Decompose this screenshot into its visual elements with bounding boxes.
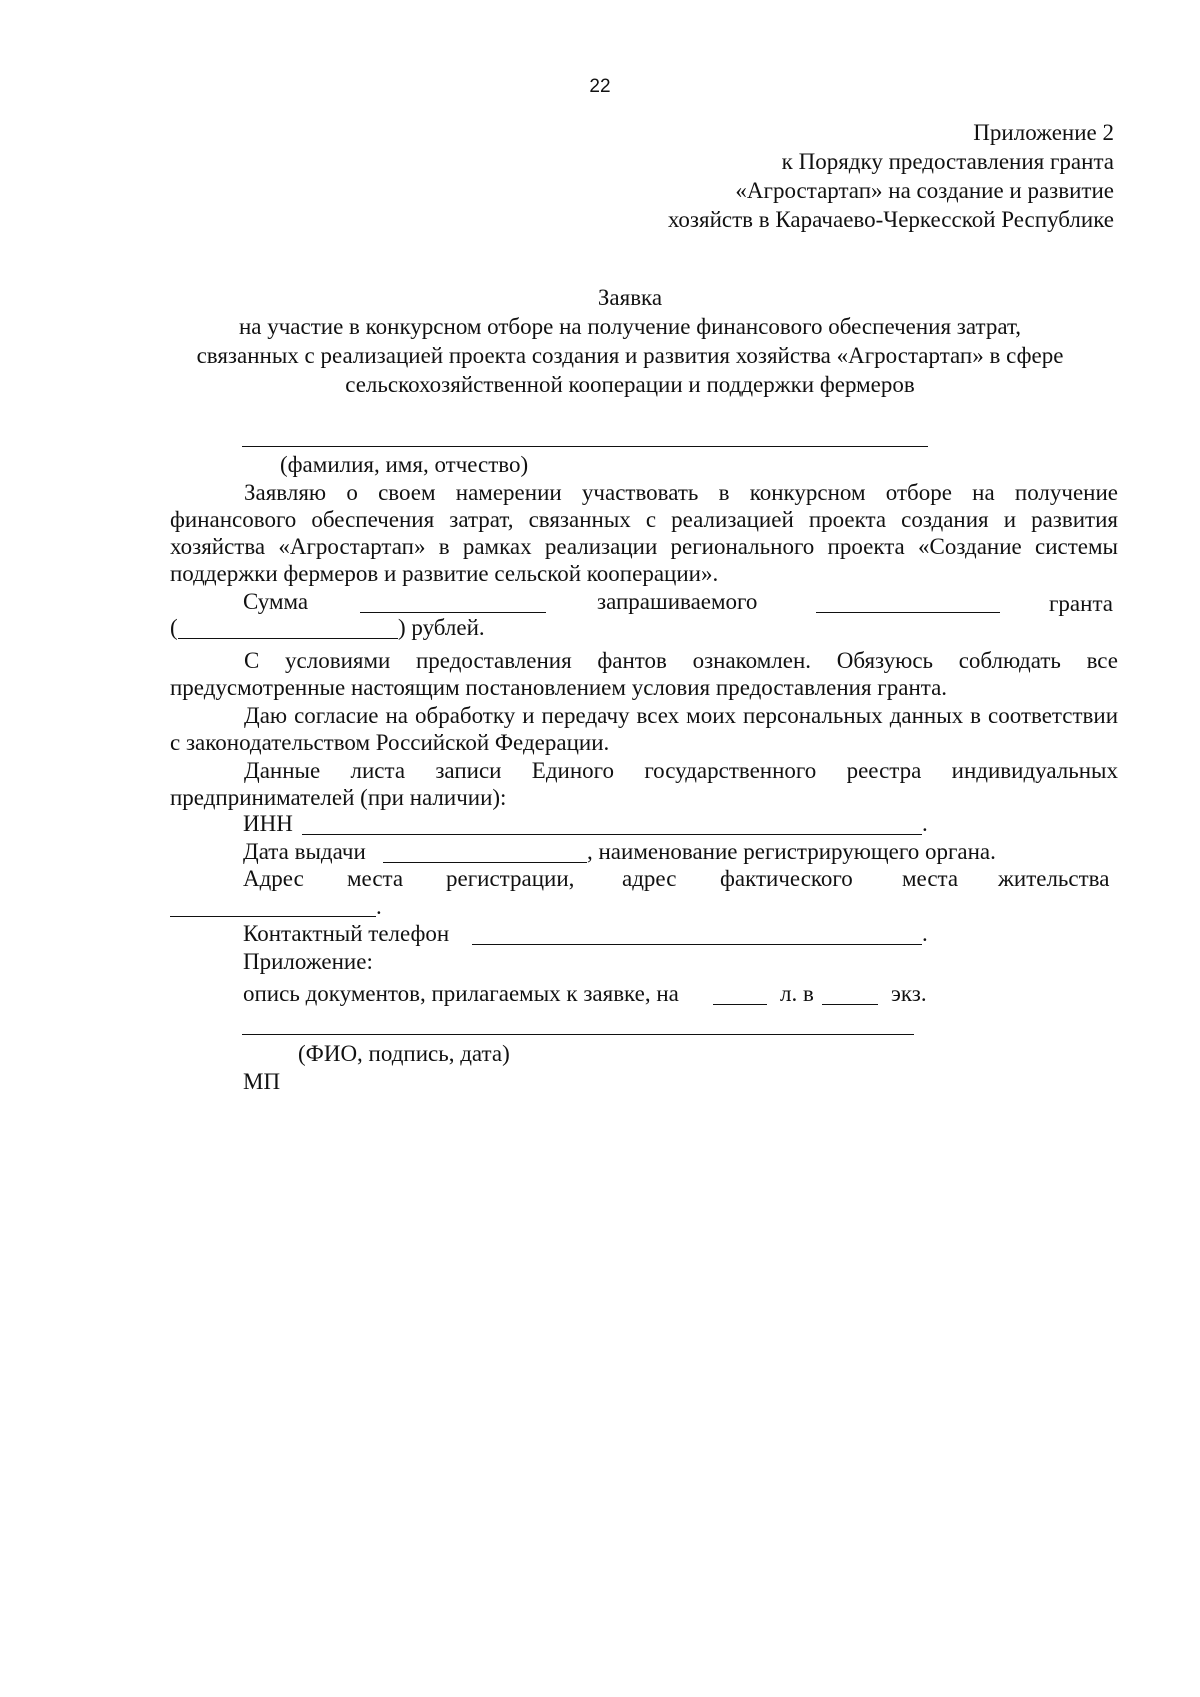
attachment-label: Приложение: — [243, 949, 373, 974]
address-word: жительства — [998, 866, 1110, 891]
title-line: на участие в конкурсном отборе на получение финансового обеспечения затрат, — [238, 314, 1022, 339]
signature-caption: (ФИО, подпись, дата) — [298, 1041, 510, 1066]
sum-blank[interactable] — [360, 612, 546, 613]
requested-label: запрашиваемого — [597, 589, 758, 614]
inn-label: ИНН — [243, 811, 293, 836]
fio-caption: (фамилия, имя, отчество) — [280, 452, 529, 477]
fio-blank-line[interactable] — [242, 446, 928, 447]
issuing-body-label: , наименование регистрирующего органа. — [587, 839, 996, 864]
address-word: Адрес — [243, 866, 304, 891]
address-period: . — [376, 894, 382, 919]
rubles-label: ) рублей. — [398, 615, 485, 640]
inventory-sheets-label: л. в — [780, 981, 814, 1006]
phone-label: Контактный телефон — [243, 921, 450, 946]
address-word: места — [347, 866, 404, 891]
address-word: места — [902, 866, 959, 891]
grant-label: гранта — [1049, 591, 1113, 616]
inn-period: . — [922, 811, 928, 836]
phone-blank[interactable] — [472, 944, 922, 945]
amount-words-blank[interactable] — [178, 638, 398, 639]
inventory-text: опись документов, прилагаемых к заявке, на — [243, 981, 679, 1006]
inn-blank[interactable] — [302, 834, 922, 835]
address-word: адрес — [622, 866, 677, 891]
document-title — [150, 283, 1110, 399]
conditions-paragraph: С условиями предоставления фантов ознакомлен. Обязуюсь соблюдать все предусмотренные настоящим постановлением условия предоставления гранта. — [170, 648, 1118, 700]
address-word: фактического — [720, 866, 853, 891]
issue-date-blank[interactable] — [383, 862, 587, 863]
title-line: Заявка — [597, 285, 663, 310]
grant-blank[interactable] — [816, 612, 1000, 613]
address-word: регистрации, — [446, 866, 575, 891]
statement-paragraph: Заявляю о своем намерении участвовать в конкурсном отборе на получение финансового обеспечения затрат, связанных с реализацией проекта создания и развития хозяйства «Агростартап» в рамках реализации регионального проекта «Создание системы поддержки фермеров и развитие сельской кооперации». — [170, 480, 1118, 586]
stamp-label: МП — [243, 1069, 281, 1094]
title-line: связанных с реализацией проекта создания и развития хозяйства «Агростартап» в сфере — [196, 343, 1064, 368]
appendix-line: хозяйств в Карачаево-Черкесской Республике — [667, 207, 1114, 232]
appendix-header — [668, 118, 1114, 234]
consent-paragraph: Даю согласие на обработку и передачу всех моих персональных данных в соответствии с законодательством Российской Федерации. — [170, 703, 1118, 755]
title-line: сельскохозяйственной кооперации и поддержки фермеров — [345, 372, 915, 397]
page-number: 22 — [589, 76, 611, 97]
egrip-paragraph: Данные листа записи Единого государственного реестра индивидуальных предпринимателей (при наличии): — [170, 758, 1118, 810]
signature-blank-line[interactable] — [242, 1034, 914, 1035]
sum-label: Сумма — [243, 589, 309, 614]
phone-period: . — [922, 921, 928, 946]
sheets-blank[interactable] — [713, 1004, 767, 1005]
inventory-copies-label: экз. — [891, 981, 927, 1006]
amount-open-paren: ( — [170, 615, 178, 640]
address-blank[interactable] — [170, 916, 376, 917]
copies-blank[interactable] — [822, 1004, 878, 1005]
appendix-line: «Агростартап» на создание и развитие — [735, 178, 1114, 203]
appendix-line: к Порядку предоставления гранта — [781, 149, 1114, 174]
appendix-line: Приложение 2 — [973, 120, 1114, 145]
issue-date-label: Дата выдачи — [243, 839, 366, 864]
